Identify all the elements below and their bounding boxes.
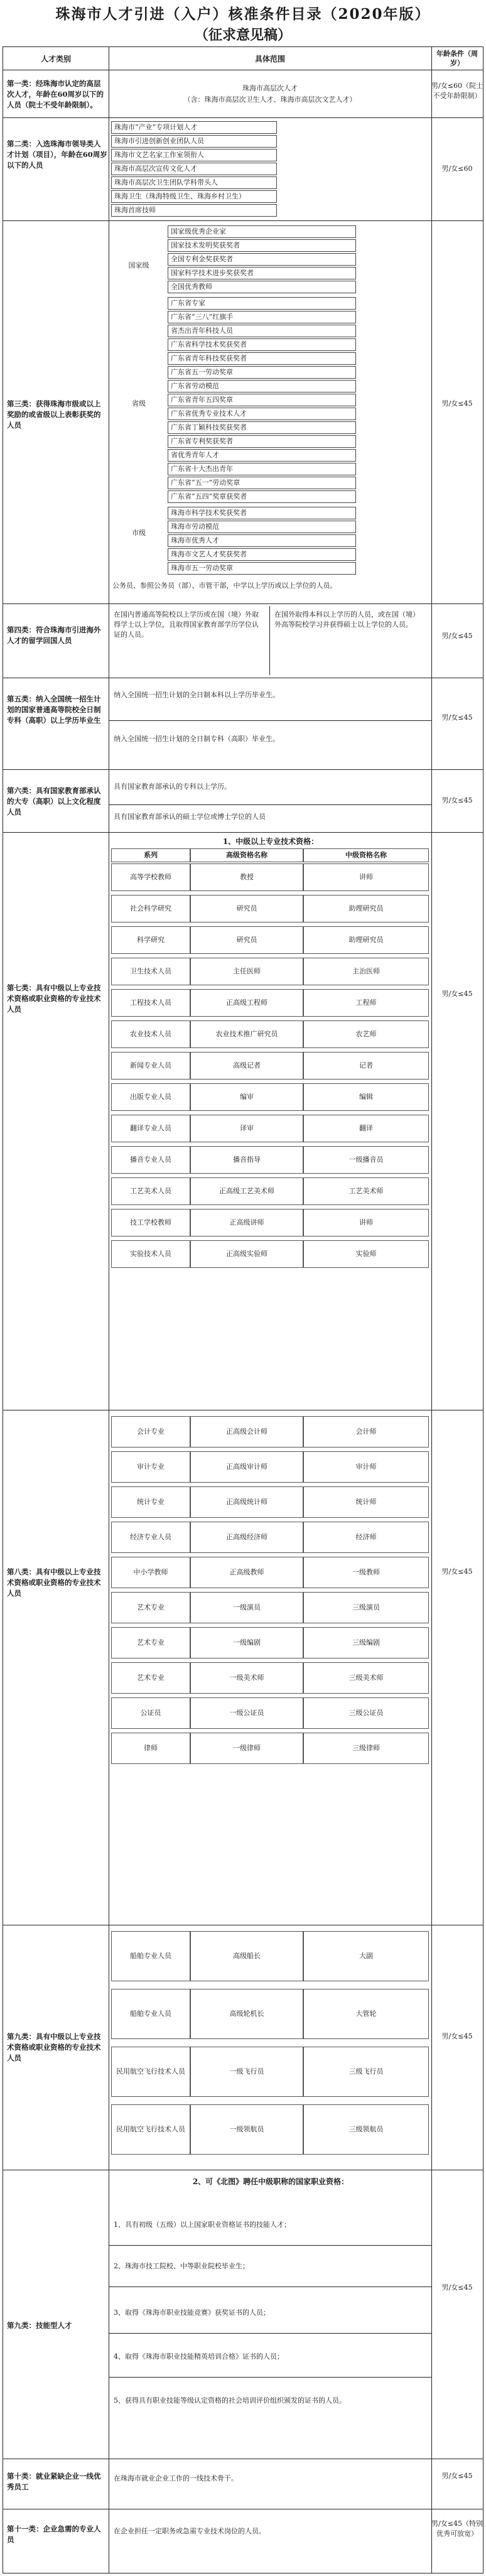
list-item: 广东省“五四”奖章获奖者 bbox=[168, 490, 356, 503]
list-item: 3、取得《珠海市职业技能竞赛》获奖证书的人员； bbox=[114, 2308, 270, 2317]
series-cell: 公证员 bbox=[111, 1697, 190, 1729]
row-divider bbox=[3, 117, 483, 118]
list-item: 珠海卫生（珠海特级卫生、珠海乡村卫生） bbox=[111, 190, 277, 203]
series-cell: 工艺美术人员 bbox=[111, 1177, 190, 1205]
mid-title-cell: 工艺美术师 bbox=[303, 1177, 429, 1205]
list-item: 广东省五一劳动奖章 bbox=[168, 366, 356, 379]
section-7-table-title: 1、中级以上专业技术资格： bbox=[222, 837, 319, 846]
series-cell: 船舶专业人员 bbox=[111, 1931, 190, 1981]
section-4-age: 男/女≤45 bbox=[441, 632, 473, 640]
section-12-category: 第十一类：企业急需的专业人员 bbox=[7, 2525, 101, 2544]
table-header-mid: 中级资格名称 bbox=[303, 848, 429, 862]
section-8-category: 第八类：具有中级以上专业技术资格或职业资格的专业技术人员 bbox=[7, 1567, 101, 1598]
municipal-label: 市级 bbox=[132, 529, 146, 537]
mid-title-cell: 经济师 bbox=[303, 1522, 429, 1553]
section-1-age: 男/女≤60（院士不受年龄限制） bbox=[431, 82, 483, 100]
senior-title-cell: 一级演员 bbox=[190, 1592, 303, 1623]
list-item: 珠海市高层次宣传文化人才 bbox=[111, 163, 277, 175]
series-cell: 会计专业 bbox=[111, 1416, 190, 1448]
mid-title-cell: 工程师 bbox=[303, 989, 429, 1017]
senior-title-cell: 农业技术推广研究员 bbox=[190, 1020, 303, 1048]
list-item: 2、珠海市技工院校、中等职业院校毕业生； bbox=[114, 2262, 249, 2270]
section-4-category: 第四类：符合珠海市引进海外人才的留学回国人员 bbox=[7, 625, 101, 645]
section-11-age: 男/女≤45 bbox=[441, 2472, 473, 2480]
section-5-line: 纳入全国统一招生计划的全日制本科以上学历毕业生。 bbox=[114, 691, 279, 699]
series-cell: 民用航空飞行技术人员 bbox=[111, 2047, 190, 2097]
mid-title-cell: 三级飞行员 bbox=[303, 2047, 429, 2097]
section-5-age: 男/女≤45 bbox=[441, 713, 473, 722]
section-1-line: 珠海市高层次人才 bbox=[242, 84, 298, 92]
senior-title-cell: 研究员 bbox=[190, 895, 303, 923]
mid-title-cell: 助理研究员 bbox=[303, 926, 429, 954]
row-divider bbox=[109, 2333, 431, 2334]
section-11-category: 第十类：就业紧缺企业一线优秀员工 bbox=[7, 2472, 101, 2491]
senior-title-cell: 正高级讲师 bbox=[190, 1209, 303, 1237]
table-header-series: 系列 bbox=[111, 848, 190, 862]
section-1-line: （含：珠海市高层次卫生人才、珠海市高层次文艺人才） bbox=[183, 95, 357, 104]
senior-title-cell: 一级领航员 bbox=[190, 2104, 303, 2155]
table-header-senior: 高级资格名称 bbox=[190, 848, 303, 862]
senior-title-cell: 高级船长 bbox=[190, 1931, 303, 1981]
series-cell: 审计专业 bbox=[111, 1451, 190, 1483]
list-item: 珠海市“产业”专项计划人才 bbox=[111, 121, 277, 134]
row-divider bbox=[3, 220, 483, 221]
list-item: 广东省科学技术奖获奖者 bbox=[168, 338, 356, 351]
senior-title-cell: 译审 bbox=[190, 1115, 303, 1142]
header-category: 人才类别 bbox=[40, 54, 71, 63]
mid-title-cell: 编辑 bbox=[303, 1083, 429, 1111]
series-cell: 民用航空飞行技术人员 bbox=[111, 2104, 190, 2155]
mid-title-cell: 讲师 bbox=[303, 863, 429, 891]
mid-title-cell: 三级美术师 bbox=[303, 1662, 429, 1694]
mid-title-cell: 实验师 bbox=[303, 1240, 429, 1268]
list-item: 珠海市高层次卫生团队学科带头人 bbox=[111, 176, 277, 189]
list-item: 5、获得具有职业技能等级认定资格的社会培训评价组织颁发的证书的人员。 bbox=[114, 2396, 346, 2405]
list-item: 1、具有初级（五级）以上国家职业资格证书的技能人才； bbox=[114, 2221, 291, 2229]
mid-title-cell: 一级教师 bbox=[303, 1557, 429, 1588]
mid-title-cell: 统计师 bbox=[303, 1486, 429, 1518]
list-item: 全国优秀教师 bbox=[168, 281, 356, 293]
senior-title-cell: 一级美术师 bbox=[190, 1662, 303, 1694]
document-subtitle: （征求意见稿） bbox=[194, 27, 291, 43]
list-item: 国家技术发明奖获奖者 bbox=[168, 239, 356, 252]
document-title: 珠海市人才引进（入户）核准条件目录（2020年版） bbox=[55, 6, 431, 23]
list-item: 广东省青年五四奖章 bbox=[168, 394, 356, 406]
section-11-line: 在珠海市就业企业工作的一线技术骨干。 bbox=[114, 2474, 238, 2482]
list-item: 珠海市优秀人才 bbox=[168, 534, 356, 547]
row-divider bbox=[109, 720, 431, 721]
series-cell: 农业技术人员 bbox=[111, 1020, 190, 1048]
list-item: 4、取得《珠海市职业技能精英培训合格》证书的人员； bbox=[114, 2352, 284, 2361]
row-divider bbox=[3, 769, 483, 770]
section-4-left: 在国内普通高等院校以上学历或在国（境）外取得学士以上学位，且取得国家教育部学历学位认证的人员。 bbox=[114, 610, 259, 639]
list-item: 广东省专家 bbox=[168, 297, 356, 310]
section-3-age: 男/女≤45 bbox=[441, 399, 473, 408]
list-item: 珠海市文艺名家工作室领衔人 bbox=[111, 149, 277, 161]
section-5-line: 纳入全国统一招生计划的全日制专科（高职）毕业生。 bbox=[114, 735, 279, 743]
mid-title-cell: 三级律师 bbox=[303, 1733, 429, 1764]
section-2-category: 第二类：入选珠海市领导类人才计划（项目），年龄在60周岁以下的人员 bbox=[7, 139, 107, 170]
series-cell: 船舶专业人员 bbox=[111, 1989, 190, 2039]
senior-title-cell: 一级编剧 bbox=[190, 1627, 303, 1659]
section-6-line: 具有国家教育部承认的硕士学位或博士学位的人员 bbox=[114, 813, 266, 821]
mid-title-cell: 会计师 bbox=[303, 1416, 429, 1448]
column-divider bbox=[431, 47, 432, 2573]
section-5-category: 第五类：纳入全国统一招生计划的国家普通高等院校全日制专科（高职）以上学历毕业生 bbox=[7, 695, 101, 725]
section-4-right: 在国外取得本科以上学历的人员，或在国（境）外高等院校学习并获得硕士以上学位的人员。 bbox=[274, 610, 419, 629]
row-divider bbox=[3, 832, 483, 833]
list-item: 广东省“三八”红旗手 bbox=[168, 311, 356, 323]
row-divider bbox=[109, 2245, 431, 2246]
series-cell: 统计专业 bbox=[111, 1486, 190, 1518]
mid-title-cell: 农艺师 bbox=[303, 1020, 429, 1048]
list-item: 广东省“五一”劳动奖章 bbox=[168, 477, 356, 489]
header-age: 年龄条件（周岁） bbox=[436, 50, 478, 67]
section-9-age: 男/女≤45 bbox=[441, 2032, 473, 2040]
mid-title-cell: 大副 bbox=[303, 1931, 429, 1981]
senior-title-cell: 播音指导 bbox=[190, 1146, 303, 1174]
series-cell: 艺术专业 bbox=[111, 1627, 190, 1659]
row-divider bbox=[109, 804, 431, 805]
row-divider bbox=[109, 2377, 431, 2378]
row-divider bbox=[109, 2286, 431, 2287]
senior-title-cell: 研究员 bbox=[190, 926, 303, 954]
senior-title-cell: 正高级会计师 bbox=[190, 1416, 303, 1448]
mid-title-cell: 三级领航员 bbox=[303, 2104, 429, 2155]
list-item: 珠海市文艺人才奖获奖者 bbox=[168, 548, 356, 561]
series-cell: 中小学教师 bbox=[111, 1557, 190, 1588]
senior-title-cell: 一级律师 bbox=[190, 1733, 303, 1764]
mid-title-cell: 审计师 bbox=[303, 1451, 429, 1483]
senior-title-cell: 正高级工艺美术师 bbox=[190, 1177, 303, 1205]
series-cell: 艺术专业 bbox=[111, 1662, 190, 1694]
header-scope: 具体范围 bbox=[254, 54, 285, 63]
mid-title-cell: 翻译 bbox=[303, 1115, 429, 1142]
section-7-age: 男/女≤45 bbox=[441, 990, 473, 998]
list-item: 广东省优秀专业技术人才 bbox=[168, 408, 356, 420]
senior-title-cell: 正高级实验师 bbox=[190, 1240, 303, 1268]
series-cell: 经济专业人员 bbox=[111, 1522, 190, 1553]
senior-title-cell: 教授 bbox=[190, 863, 303, 891]
list-item: 珠海市引进创新创业团队人员 bbox=[111, 135, 277, 148]
section-1-category: 第一类：经珠海市认定的高层次人才，年龄在60周岁以下的人员（院士不受年龄限制）。 bbox=[7, 79, 104, 109]
senior-title-cell: 一级飞行员 bbox=[190, 2047, 303, 2097]
list-item: 省优秀青年人才 bbox=[168, 449, 356, 462]
section-12-age: 男/女≤45（特别优秀可放宽） bbox=[431, 2519, 483, 2538]
mid-title-cell: 讲师 bbox=[303, 1209, 429, 1237]
list-item: 全国专利金奖获奖者 bbox=[168, 253, 356, 266]
list-item: 广东省劳动模范 bbox=[168, 380, 356, 392]
series-cell: 科学研究 bbox=[111, 926, 190, 954]
section-10-age: 男/女≤45 bbox=[441, 2283, 473, 2292]
series-cell: 技工学校教师 bbox=[111, 1209, 190, 1237]
series-cell: 播音专业人员 bbox=[111, 1146, 190, 1174]
series-cell: 翻译专业人员 bbox=[111, 1115, 190, 1142]
section-3-extra: 公务员、参照公务员（部）、市管干部，中学以上学历或以上学位的人员。 bbox=[112, 582, 337, 590]
mid-title-cell: 主治医师 bbox=[303, 958, 429, 985]
series-cell: 新闻专业人员 bbox=[111, 1052, 190, 1080]
senior-title-cell: 高级记者 bbox=[190, 1052, 303, 1080]
list-item: 广东省专利奖获奖者 bbox=[168, 435, 356, 448]
section-12-line: 在企业担任一定职务或急需专业技术岗位的人员。 bbox=[114, 2527, 266, 2535]
list-item: 省杰出青年科技人员 bbox=[168, 325, 356, 337]
list-item: 广东省青年科技奖获奖者 bbox=[168, 352, 356, 365]
section-10-heading: 2、可《北图》聘任中级职称的国家职业资格： bbox=[192, 2177, 349, 2186]
section-6-line: 具有国家教育部承认的专科以上学历。 bbox=[114, 782, 231, 791]
mid-title-cell: 一级播音员 bbox=[303, 1146, 429, 1174]
mid-title-cell: 大管轮 bbox=[303, 1989, 429, 2039]
series-cell: 艺术专业 bbox=[111, 1592, 190, 1623]
provincial-label: 省级 bbox=[132, 399, 146, 408]
senior-title-cell: 正高级经济师 bbox=[190, 1522, 303, 1553]
list-item: 国家级优秀企业家 bbox=[168, 225, 356, 238]
list-item: 国家科学技术进步奖获奖者 bbox=[168, 267, 356, 279]
senior-title-cell: 正高级审计师 bbox=[190, 1451, 303, 1483]
series-cell: 高等学校教师 bbox=[111, 863, 190, 891]
series-cell: 工程技术人员 bbox=[111, 989, 190, 1017]
series-cell: 律师 bbox=[111, 1733, 190, 1764]
series-cell: 实验技术人员 bbox=[111, 1240, 190, 1268]
section-9-category: 第九类：具有中级以上专业技术资格或职业资格的专业技术人员 bbox=[7, 2032, 101, 2062]
section-3-category: 第三类：获得珠海市级或以上奖励的或省级以上表彰获奖的人员 bbox=[7, 399, 101, 430]
senior-title-cell: 一级公证员 bbox=[190, 1697, 303, 1729]
section-2-age: 男/女≤60 bbox=[441, 165, 473, 173]
senior-title-cell: 正高级教师 bbox=[190, 1557, 303, 1588]
catalog-table bbox=[3, 46, 483, 2573]
mid-title-cell: 助理研究员 bbox=[303, 895, 429, 923]
mid-title-cell: 三级演员 bbox=[303, 1592, 429, 1623]
mid-title-cell: 三级编剧 bbox=[303, 1627, 429, 1659]
series-cell: 卫生技术人员 bbox=[111, 958, 190, 985]
series-cell: 出版专业人员 bbox=[111, 1083, 190, 1111]
list-item: 珠海市科学技术奖获奖者 bbox=[168, 507, 356, 519]
senior-title-cell: 高级轮机长 bbox=[190, 1989, 303, 2039]
list-item: 珠海市五一劳动奖章 bbox=[168, 562, 356, 575]
national-label: 国家级 bbox=[128, 261, 149, 269]
section-7-category: 第七类：具有中级以上专业技术资格或职业资格的专业技术人员 bbox=[7, 983, 101, 1014]
senior-title-cell: 正高级工程师 bbox=[190, 989, 303, 1017]
section-6-age: 男/女≤45 bbox=[441, 796, 473, 804]
senior-title-cell: 主任医师 bbox=[190, 958, 303, 985]
senior-title-cell: 编审 bbox=[190, 1083, 303, 1111]
series-cell: 社会科学研究 bbox=[111, 895, 190, 923]
mid-title-cell: 记者 bbox=[303, 1052, 429, 1080]
list-item: 珠海市劳动模范 bbox=[168, 521, 356, 533]
section-6-category: 第六类：具有国家教育部承认的大专（高职）以上文化程度人员 bbox=[7, 786, 101, 816]
senior-title-cell: 正高级统计师 bbox=[190, 1486, 303, 1518]
column-divider bbox=[269, 606, 270, 675]
section-8-age: 男/女≤45 bbox=[441, 1567, 473, 1576]
list-item: 广东省十大杰出青年 bbox=[168, 463, 356, 475]
section-10-category: 第九类：技能型人才 bbox=[7, 2321, 72, 2330]
list-item: 广东省丁颖科技奖获奖者 bbox=[168, 421, 356, 434]
mid-title-cell: 三级公证员 bbox=[303, 1697, 429, 1729]
row-divider bbox=[3, 603, 483, 604]
list-item: 珠海首席技师 bbox=[111, 204, 277, 217]
